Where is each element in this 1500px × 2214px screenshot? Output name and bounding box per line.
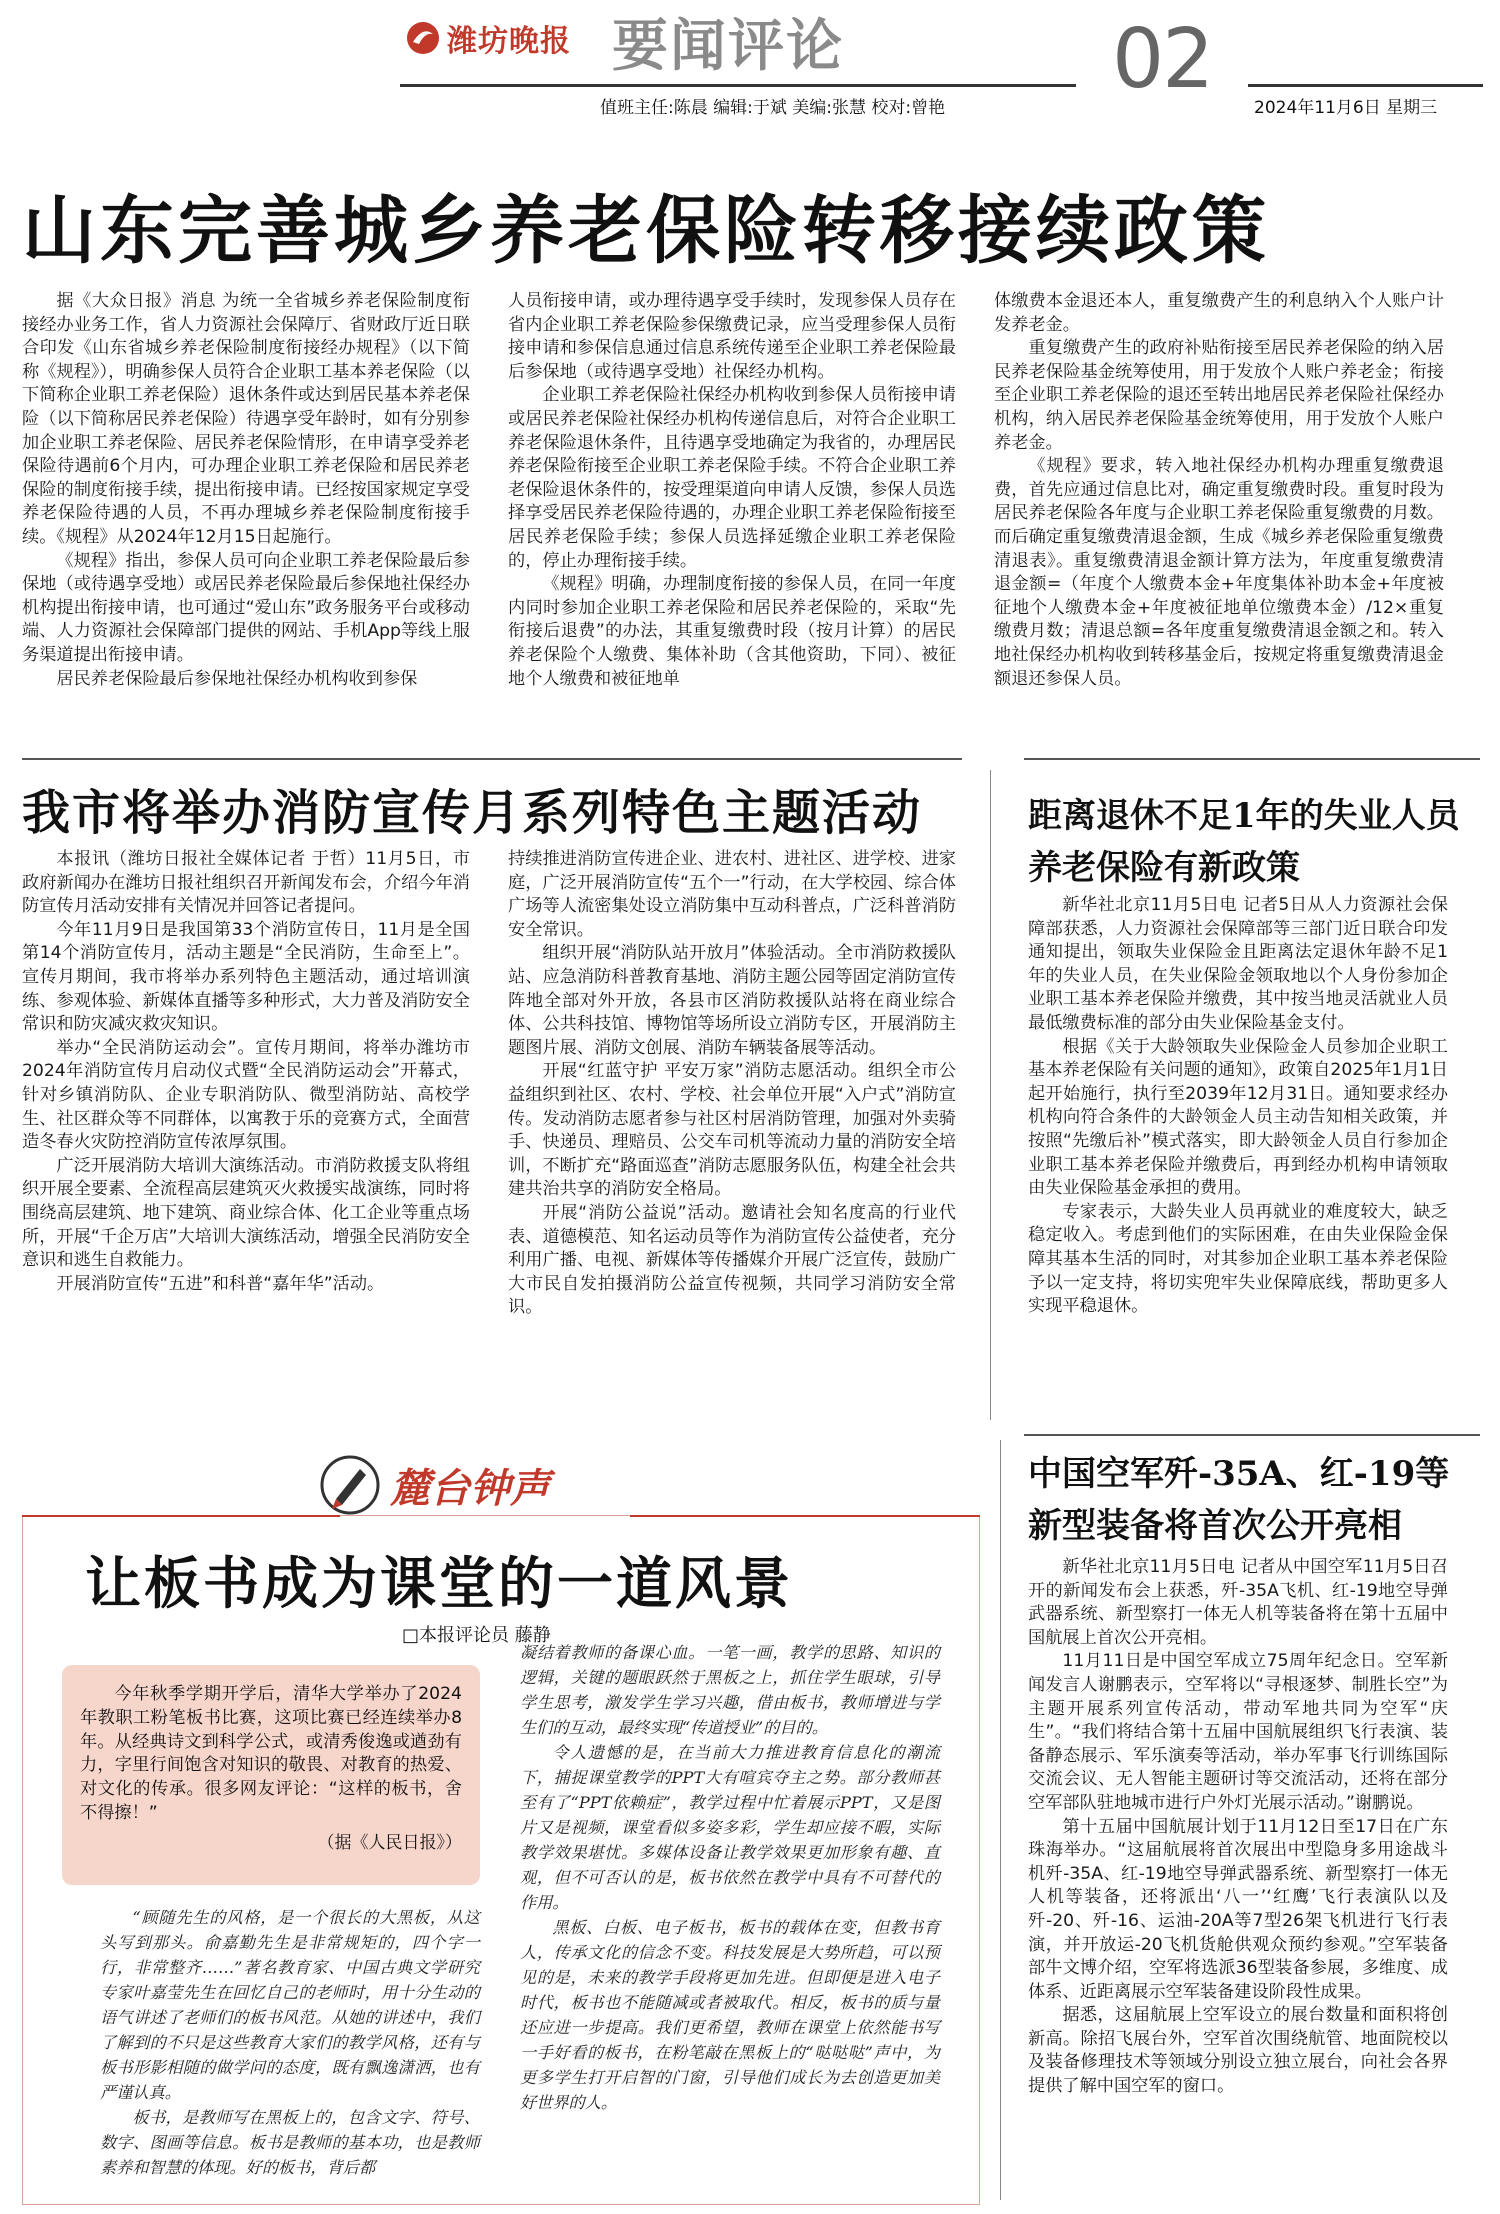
paragraph: 举办“全民消防运动会”。宣传月期间，将举办潍坊市2024年消防宣传月启动仪式暨“全民消防运动会”开幕式，针对乡镇消防队、企业专职消防队、微型消防站、高校学生、社区群众等不同群体，以寓教于乐的竞赛方式，全面营造冬春火灾防控消防宣传浓厚氛围。 xyxy=(22,1037,470,1153)
article2-col2 xyxy=(508,848,956,1320)
paragraph: 体缴费本金退还本人，重复缴费产生的利息纳入个人账户计发养老金。 xyxy=(994,291,1444,335)
header-rule xyxy=(400,84,1076,87)
article1-headline: 山东完善城乡养老保险转移接续政策 xyxy=(22,188,1270,274)
paragraph: 专家表示，大龄失业人员再就业的难度较大，缺乏稳定收入。考虑到他们的实际困难，在由失业保险金保障其基本生活的同时，对其参加企业职工基本养老保险予以一定支持，将切实兜牢失业保障底线，帮助更多人实现平稳退休。 xyxy=(1028,1201,1448,1317)
paragraph: “顾随先生的风格，是一个很长的大黑板，从这头写到那头。俞嘉勤先生是非常规矩的，四个字一行，非常整齐……”著名教育家、中国古典文学研究专家叶嘉莹先生在回忆自己的老师时，用十分生动的语气讲述了老师们的板书风范。从她的讲述中，我们了解到的不只是这些教育大家们的教学风格，还有与板书形影相随的做学问的态度，既有飘逸潇洒，也有严谨认真。 xyxy=(100,1908,480,2102)
column-divider xyxy=(1000,1440,1001,2200)
article3-body xyxy=(1028,894,1448,1319)
paragraph: 新华社北京11月5日电 记者5日从人力资源社会保障部获悉，人力资源社会保障部等三部门近日联合印发通知提出，领取失业保险金且距离法定退休年龄不足1年的失业人员，在失业保险金领取地以个人身份参加企业职工基本养老保险并缴费，其中按当地灵活就业人员最低缴费标准的部分由失业保险基金支付。 xyxy=(1028,895,1448,1033)
quote-box xyxy=(62,1665,480,1885)
paragraph: 11月11日是中国空军成立75周年纪念日。空军新闻发言人谢鹏表示，空军将以“寻根逐梦、制胜长空”为主题开展系列宣传活动，带动军地共同为空军“庆生”。“我们将结合第十五届中国航展组织飞行表演、装备静态展示、军乐演奏等活动，举办军事飞行训练国际交流会议、无人智能主题研讨等交流活动，还将在部分空军部队驻地城市进行户外灯光展示活动。”谢鹏说。 xyxy=(1028,1651,1448,1813)
pen-emblem-icon xyxy=(318,1453,382,1517)
article2-col1 xyxy=(22,848,470,1296)
article1-col2 xyxy=(508,290,956,691)
paragraph: 《规程》指出，参保人员可向企业职工养老保险最后参保地（或待遇享受地）或居民养老保险最后参保地社保经办机构提出衔接申请，也可通过“爱山东”政务服务平台或移动端、人力资源社会保障部门提供的网站、手机App等线上服务渠道提出衔接申请。 xyxy=(22,550,470,665)
paragraph: 重复缴费产生的政府补贴衔接至居民养老保险的纳入居民养老保险基金统筹使用，用于发放个人账户养老金；衔接至企业职工养老保险的退还至转出地居民养老保险社保经办机构，纳入居民养老保险基金统筹使用，用于发放个人账户养老金。 xyxy=(994,338,1444,453)
column-headline: 让板书成为课堂的一道风景 xyxy=(85,1552,793,1617)
paragraph: 广泛开展消防大培训大演练活动。市消防救援支队将组织开展全要素、全流程高层建筑灭火救援实战演练，同时将围绕高层建筑、地下建筑、商业综合体、化工企业等重点场所，开展“千企万店”大培训大演练活动，增强全民消防安全意识和逃生自救能力。 xyxy=(22,1155,470,1271)
paper-name: 潍坊晚报 xyxy=(447,24,571,59)
headline-line: 养老保险有新政策 xyxy=(1028,848,1300,888)
divider xyxy=(1024,758,1480,760)
paragraph: 《规程》明确，办理制度衔接的参保人员，在同一年度内同时参加企业职工养老保险和居民养老保险的，采取“先衔接后退费”的办法，其重复缴费时段（按月计算）的居民养老保险个人缴费、集体补助（含其他资助，下同）、被征地个人缴费和被征地单 xyxy=(508,574,956,689)
headline-line: 距离退休不足1年的失业人员 xyxy=(1028,796,1460,836)
header-rule-right xyxy=(1248,84,1483,87)
page-number: 02 xyxy=(1112,12,1213,107)
article4-headline xyxy=(1028,1448,1488,1552)
section-title: 要闻评论 xyxy=(612,13,844,79)
column-tag xyxy=(318,1450,698,1520)
paragraph: 《规程》要求，转入地社保经办机构办理重复缴费退费，首先应通过信息比对，确定重复缴费时段。重复时段为居民养老保险各年度与企业职工养老保险重复缴费的月数。而后确定重复缴费清退金额，生成《城乡养老保险重复缴费清退表》。重复缴费清退金额计算方法为，年度重复缴费清退金额=（年度个人缴费本金+年度集体补助本金+年度被征地个人缴费本金+年度被征地单位缴费本金）/12×重复缴费月数；清退总额=各年度重复缴费清退金额之和。转入地社保经办机构收到转移基金后，按规定将重复缴费清退金额退还参保人员。 xyxy=(994,456,1444,689)
paragraph: 开展“消防公益说”活动。邀请社会知名度高的行业代表、道德模范、知名运动员等作为消防宣传公益使者，充分利用广播、电视、新媒体等传播媒介开展广泛宣传，鼓励广大市民自发拍摄消防公益宣传视频，共同学习消防安全常识。 xyxy=(508,1202,956,1318)
paragraph: 开展“红蓝守护 平安万家”消防志愿活动。组织全市公益组织到社区、农村、学校、社会单位开展“入户式”消防宣传。发动消防志愿者参与社区村居消防管理，加强对外卖骑手、快递员、理赔员、公交车司机等流动力量的消防安全培训，不断扩充“路面巡查”消防志愿服务队伍，构建全社会共建共治共享的消防安全格局。 xyxy=(508,1061,956,1200)
article1-col1 xyxy=(22,290,470,691)
quote-source: （据《人民日报》） xyxy=(317,1832,462,1853)
paragraph: 企业职工养老保险社保经办机构收到参保人员衔接申请或居民养老保险社保经办机构传递信息后，对符合企业职工养老保险退休条件，且待遇享受地确定为我省的，办理居民养老保险衔接至企业职工养老保险手续。不符合企业职工养老保险退休条件的，按受理渠道向申请人反馈，参保人员选择享受居民养老保险待遇的，办理企业职工养老保险衔接至居民养老保险手续；参保人员选择延缴企业职工养老保险的，停止办理衔接手续。 xyxy=(508,385,956,571)
column-tag-text: 麓台钟声 xyxy=(390,1464,550,1512)
paragraph: 组织开展“消防队站开放月”体验活动。全市消防救援队站、应急消防科普教育基地、消防主题公园等固定消防宣传阵地全部对外开放，各县市区消防救援队站将在商业综合体、公共科技馆、博物馆等场所设立消防专区，开展消防主题图片展、消防文创展、消防车辆装备展等活动。 xyxy=(508,943,956,1058)
article4-body xyxy=(1028,1556,1448,2099)
paragraph: 根据《关于大龄领取失业保险金人员参加企业职工基本养老保险有关问题的通知》，政策自2025年1月1日起开始施行，执行至2039年12月31日。通知要求经办机构向符合条件的大龄领金人员主动告知相关政策，并按照“先缴后补”模式落实，即大龄领金人员自行参加企业职工基本养老保险并缴费后，再到经办机构申请领取由失业保险基金承担的费用。 xyxy=(1028,1036,1448,1199)
article2-headline: 我市将举办消防宣传月系列特色主题活动 xyxy=(22,785,923,841)
article3-headline xyxy=(1028,790,1488,894)
newspaper-logo-icon xyxy=(405,20,441,56)
masthead-logo xyxy=(405,10,610,66)
paragraph: 新华社北京11月5日电 记者从中国空军11月5日召开的新闻发布会上获悉，歼-35A飞机、红-19地空导弹武器系统、新型察打一体无人机等装备将在第十五届中国航展上首次公开亮相。 xyxy=(1028,1557,1448,1648)
tag-rule xyxy=(22,1515,340,1517)
paragraph: 持续推进消防宣传进企业、进农村、进社区、进学校、进家庭，广泛开展消防宣传“五个一”行动，在大学校园、综合体广场等人流密集处设立消防集中互动科普点，广泛科普消防安全常识。 xyxy=(508,849,956,940)
headline-line: 中国空军歼-35A、红-19等 xyxy=(1028,1454,1450,1494)
paragraph: 居民养老保险最后参保地社保经办机构收到参保 xyxy=(56,668,418,689)
paragraph: 据《大众日报》消息 为统一全省城乡养老保险制度衔接经办业务工作，省人力资源社会保障厅、省财政厅近日联合印发《山东省城乡养老保险制度衔接经办规程》（以下简称《规程》），明确参保人员符合企业职工基本养老保险（以下简称企业职工养老保险）退休条件或达到居民基本养老保险（以下简称居民养老保险）待遇享受年龄时，如有分别参加企业职工养老保险、居民养老保险情形，在申请享受养老保险待遇前6个月内，可办理企业职工养老保险和居民养老保险的制度衔接手续，提出衔接申请。已经按国家规定享受养老保险待遇的人员，不再办理城乡养老保险制度衔接手续。《规程》从2024年12月15日起施行。 xyxy=(22,291,470,547)
paragraph: 板书，是教师写在黑板上的，包含文字、符号、数字、图画等信息。板书是教师的基本功，也是教师素养和智慧的体现。好的板书，背后都 xyxy=(100,2108,480,2177)
paragraph: 今年11月9日是我国第33个消防宣传日，11月是全国第14个消防宣传月，活动主题是“全民消防，生命至上”。宣传月期间，我市将举办系列特色主题活动，通过培训演练、参观体验、新媒体直播等多种形式，大力普及消防安全常识和防灾减灾救灾知识。 xyxy=(22,919,470,1035)
divider xyxy=(1024,1434,1480,1436)
column-col1 xyxy=(100,1905,480,2180)
quote-text: 今年秋季学期开学后，清华大学举办了2024年教职工粉笔板书比赛，这项比赛已经连续举办8年。从经典诗文到科学公式，或清秀俊逸或遒劲有力，字里行间饱含对知识的敬畏、对教育的热爱、对文化的传承。很多网友评论：“这样的板书，舍不得擦！” xyxy=(80,1684,462,1823)
paragraph: 黑板、白板、电子板书，板书的载体在变，但教书育人，传承文化的信念不变。科技发展是大势所趋，可以预见的是，未来的教学手段将更加先进。但即便是进入电子时代，板书也不能随减或者被取代。相反，板书的质与量还应进一步提高。我们更希望，教师在课堂上依然能书写一手好看的板书，在粉笔敲在黑板上的“哒哒哒”声中，为更多学生打开启智的门窗，引导他们成长为去创造更加美好世界的人。 xyxy=(520,1918,940,2112)
issue-date: 2024年11月6日 星期三 xyxy=(1254,98,1438,118)
divider xyxy=(22,758,962,760)
paragraph: 本报讯（潍坊日报社全媒体记者 于哲）11月5日，市政府新闻办在潍坊日报社组织召开新闻发布会，介绍今年消防宣传月活动安排有关情况并回答记者提问。 xyxy=(22,849,470,917)
staff-line: 值班主任:陈晨 编辑:于斌 美编:张慧 校对:曾艳 xyxy=(600,98,946,118)
column-byline: □本报评论员 藤静 xyxy=(402,1625,551,1646)
article1-col3 xyxy=(994,290,1444,691)
headline-line: 新型装备将首次公开亮相 xyxy=(1028,1506,1402,1546)
paragraph: 凝结着教师的备课心血。一笔一画，教学的思路、知识的逻辑，关键的题眼跃然于黑板之上，抓住学生眼球，引导学生思考，激发学生学习兴趣，借由板书，教师增进与学生们的互动，最终实现“传道授业”的目的。 xyxy=(520,1643,940,1737)
paragraph: 人员衔接申请，或办理待遇享受手续时，发现参保人员存在省内企业职工养老保险参保缴费记录，应当受理参保人员衔接申请和参保信息通过信息系统传递至企业职工养老保险最后参保地（或待遇享受地）社保经办机构。 xyxy=(508,291,956,382)
paragraph: 令人遗憾的是，在当前大力推进教育信息化的潮流下，捕捉课堂教学的PPT大有喧宾夺主之势。部分教师甚至有了“PPT依赖症”，教学过程中忙着展示PPT，又是图片又是视频，课堂看似多姿多彩，学生却应接不暇，实际教学效果堪忧。多媒体设备让教学效果更加形象有趣、直观，但不可否认的是，板书依然在教学中具有不可替代的作用。 xyxy=(520,1743,940,1912)
column-col2 xyxy=(520,1640,940,2115)
paragraph: 第十五届中国航展计划于11月12日至17日在广东珠海举办。“这届航展将首次展出中型隐身多用途战斗机歼-35A、红-19地空导弹武器系统、新型察打一体无人机等装备，还将派出‘八一’‘红鹰’飞行表演队以及歼-20、歼-16、运油-20A等7型26架飞机进行飞行表演，并开放运-20飞机货舱供观众预约参观。”空军装备部牛文博介绍，空军将选派36型装备参展，多维度、成体系、近距离展示空军装备建设阶段性成果。 xyxy=(1028,1816,1448,2002)
column-divider xyxy=(990,770,991,1420)
paragraph: 据悉，这届航展上空军设立的展台数量和面积将创新高。除招飞展台外，空军首次围绕航管、地面院校以及装备修理技术等领域分别设立独立展台，向社会各界提供了解中国空军的窗口。 xyxy=(1028,2005,1448,2097)
paragraph: 开展消防宣传“五进”和科普“嘉年华”活动。 xyxy=(56,1273,385,1294)
